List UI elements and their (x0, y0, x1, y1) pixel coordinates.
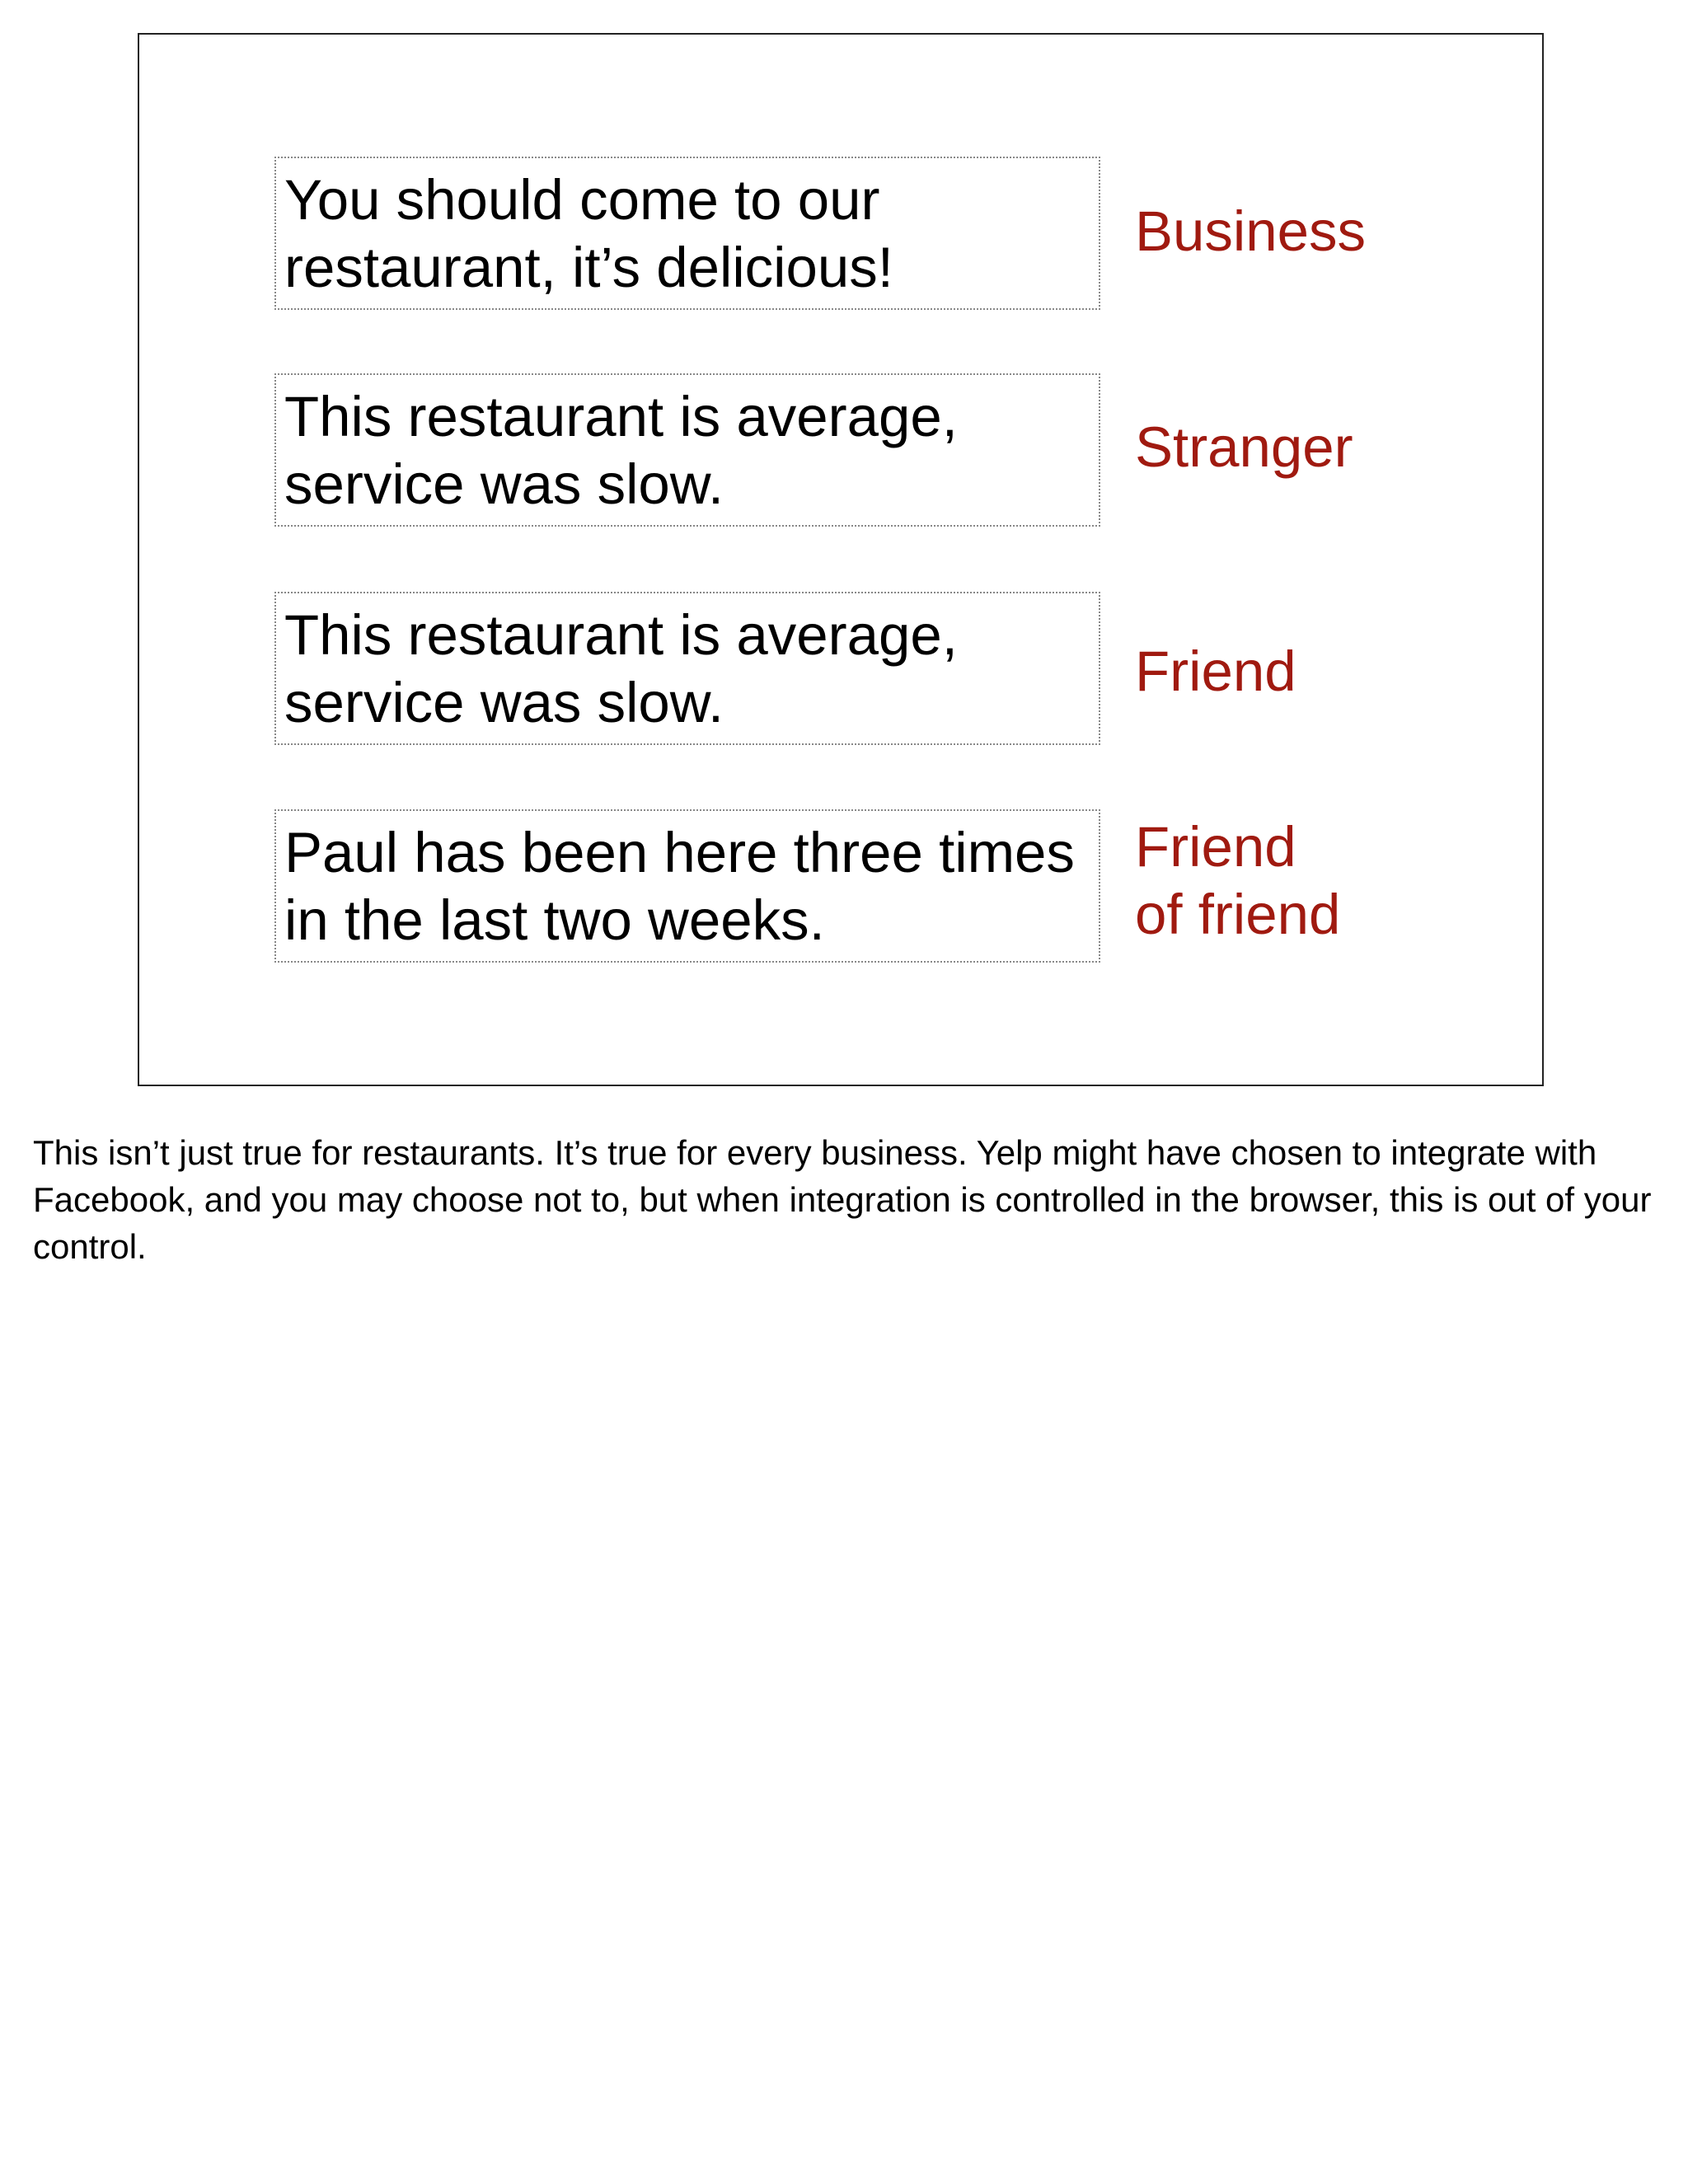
source-label-business (1135, 198, 1366, 265)
review-quote-box-friend (274, 592, 1100, 745)
source-label-line: Friend (1135, 815, 1296, 879)
speaker-notes: This isn’t just true for restaurants. It’s true for every business. Yelp might have chosen to integrate with Facebook, and you may choose not to, but when integration is controlled in the browser, this is out of your control. (33, 1133, 1652, 1266)
review-quote-line: service was slow. (284, 452, 724, 516)
source-label-friend (1135, 638, 1296, 705)
review-quote-box-stranger (274, 373, 1100, 527)
review-quote-line: This restaurant is average, (284, 603, 958, 667)
review-quote-line: You should come to our (284, 168, 880, 232)
review-quote-box-friend-of-friend (274, 809, 1100, 963)
source-label-line: Friend (1135, 640, 1296, 703)
review-quote-line: service was slow. (284, 671, 724, 734)
review-quote-line: in the last two weeks. (284, 888, 825, 952)
review-quote-line: This restaurant is average, (284, 385, 958, 448)
review-quote-line: restaurant, it’s delicious! (284, 236, 893, 299)
slide-frame (138, 33, 1544, 1086)
review-quote-line: Paul has been here three times (284, 821, 1075, 884)
source-label-line: Stranger (1135, 415, 1353, 479)
source-label-line: of friend (1135, 883, 1341, 946)
source-label-friend-of-friend (1135, 813, 1340, 949)
source-label-stranger (1135, 414, 1353, 481)
source-label-line: Business (1135, 199, 1366, 263)
review-quote-box-business (274, 157, 1100, 310)
